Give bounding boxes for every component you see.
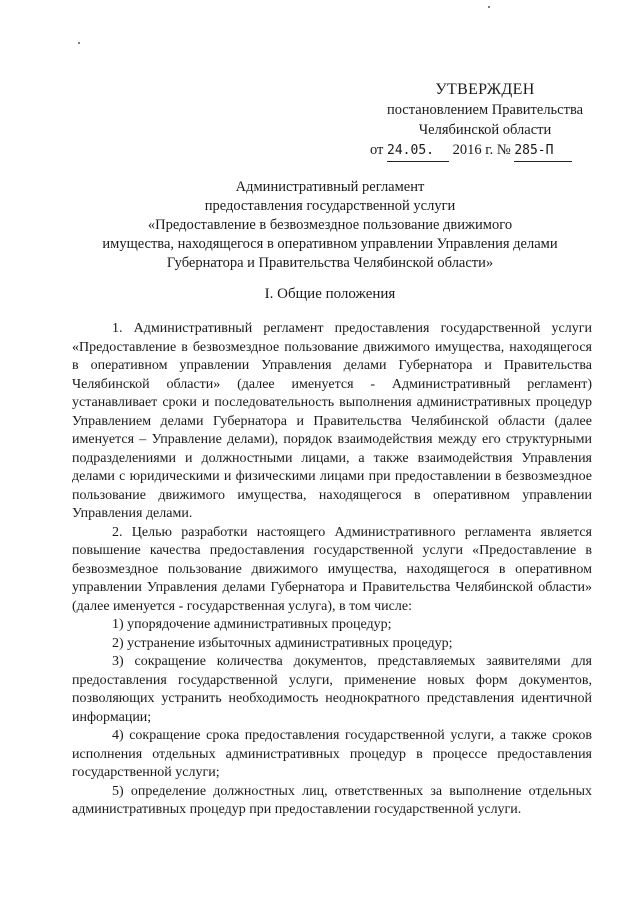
approval-heading: УТВЕРЖДЕН (435, 81, 535, 98)
list-item: 1) упорядочение административных процедур; (112, 617, 392, 632)
paragraph: 2. Целью разработки настоящего Административного регламента является повышение качества предоставления государственной услуги «Предоставление в безвозмездное пользование движимого имущества, находящегося в оперативном управлении Управления делами Губернатора и Правительства Челябинской области» (далее именуется - государственная услуга), в том числе: (72, 524, 592, 614)
date-prefix: от (370, 142, 384, 158)
title-line: предоставления государственной услуги (204, 198, 456, 214)
title-line: Губернатора и Правительства Челябинской области» (166, 255, 494, 271)
scan-speck (78, 42, 80, 44)
list-item: 2) устранение избыточных административных процедур; (112, 635, 453, 651)
document-title (60, 178, 600, 273)
year-text: 2016 г. № (452, 142, 511, 158)
scan-speck (488, 6, 490, 8)
title-line: Административный регламент (235, 179, 425, 195)
list-item: 4) сокращение срока предоставления государственной услуги, а также сроков исполнения отдельных административных процедур в процессе предоставления государственной услуги; (72, 728, 592, 780)
approval-date-line (370, 140, 600, 162)
approval-line: постановлением Правительства (386, 102, 584, 118)
title-line: «Предоставление в безвозмездное пользование движимого (147, 217, 513, 233)
paragraph: 1. Административный регламент предоставления государственной услуги «Предоставление в безвозмездное пользование движимого имущества, находящегося в оперативном управлении Управления делами Губернатора и Правительства Челябинской области» (далее именуется - Административный регламент) устанавливает сроки и последовательность выполнения административных процедур Управлением делами Губернатора и Правительства Челябинской области (далее именуется – Управление делами), порядок взаимодействия между его структурными подразделениями и должностными лицами, а также взаимодействия Управления делами с юридическими и физическими лицами при предоставлении в безвозмездное пользование движимого имущества, находящегося в оперативном управлении Управления делами. (72, 321, 592, 521)
list-item: 3) сокращение количества документов, представляемых заявителями для предоставления государственной услуги, применение новых форм документов, позволяющих устранить необходимость неоднократного представления идентичной информации; (72, 654, 592, 725)
title-line: имущества, находящегося в оперативном управлении Управления делами (102, 236, 558, 252)
date-value: 24.05. (387, 141, 449, 162)
approval-line: Челябинской области (418, 122, 552, 138)
document-body (72, 320, 592, 820)
document-number: 285-П (514, 141, 572, 162)
section-heading: I. Общие положения (264, 286, 396, 302)
approval-stamp (370, 80, 600, 162)
list-item: 5) определение должностных лиц, ответственных за выполнение отдельных административных процедур при предоставлении государственной услуги. (72, 783, 592, 817)
